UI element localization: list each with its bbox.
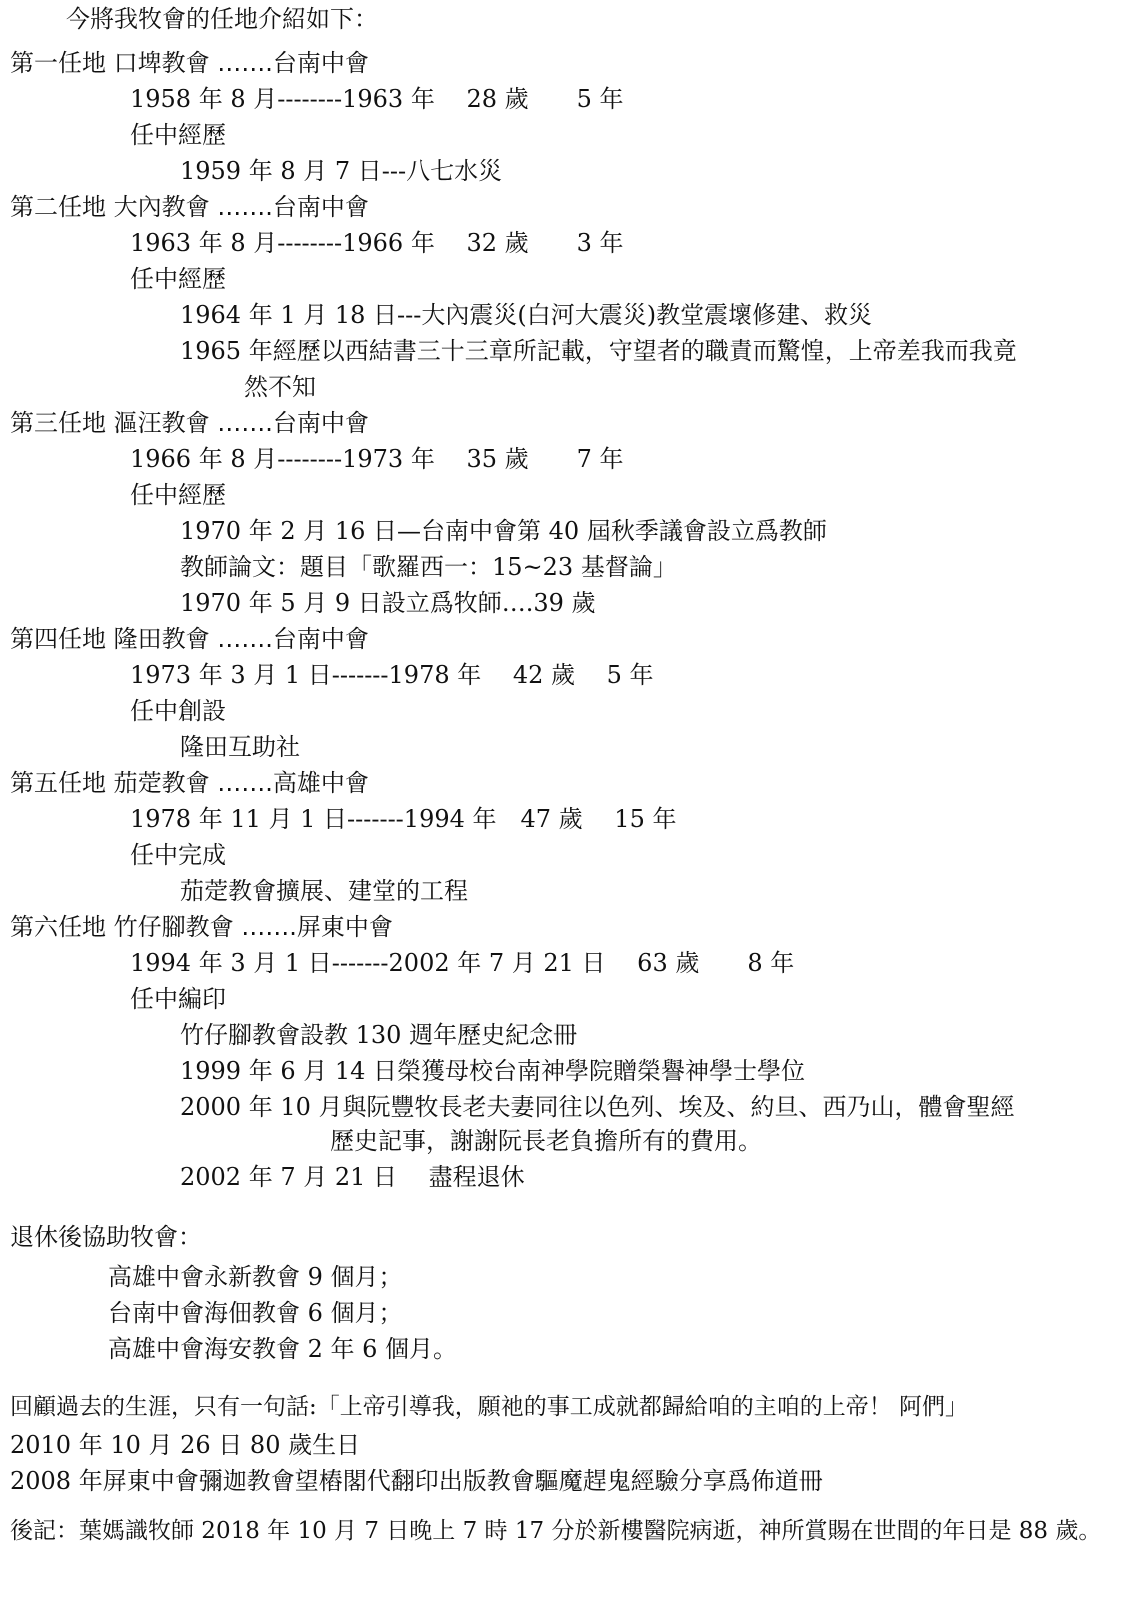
retirement-item: 高雄中會永新教會 9 個月； [108, 1263, 403, 1291]
posting-5-period: 1978 年 11 月 1 日-------1994 年 47 歲 15 年 [130, 805, 677, 833]
posting-2-heading: 第二任地 大內教會 …….台南中會 [10, 193, 369, 221]
posting-6-event-continued: 歷史記事，謝謝阮長老負擔所有的費用。 [330, 1127, 762, 1155]
posting-6-event: 2000 年 10 月與阮豐牧長老夫妻同往以色列、埃及、約旦、西乃山，體會聖經 [180, 1093, 1015, 1121]
posting-2-event: 1965 年經歷以西結書三十三章所記載，守望者的職責而驚惶，上帝差我而我竟 [180, 337, 1017, 365]
posting-2-section-title: 任中經歷 [130, 265, 226, 293]
birthday-note: 2010 年 10 月 26 日 80 歲生日 [10, 1431, 361, 1459]
intro-text: 今將我牧會的任地介紹如下： [66, 5, 378, 33]
posting-3-event: 1970 年 5 月 9 日設立爲牧師….39 歲 [180, 589, 596, 617]
posting-1-period: 1958 年 8 月--------1963 年 28 歲 5 年 [130, 85, 624, 113]
closing-quote: 回顧過去的生涯，只有一句話:「上帝引導我，願祂的事工成就都歸給咱的主咱的上帝！ 阿們」 [10, 1394, 969, 1420]
posting-3-heading: 第三任地 漚汪教會 …….台南中會 [10, 409, 369, 437]
posting-1-event: 1959 年 8 月 7 日---八七水災 [180, 157, 503, 185]
posting-5-event: 茄萣教會擴展、建堂的工程 [180, 877, 468, 905]
posting-5-section-title: 任中完成 [130, 841, 226, 869]
posting-6-event: 竹仔腳教會設教 130 週年歷史紀念冊 [180, 1021, 578, 1049]
posting-1-heading: 第一任地 口埤教會 …….台南中會 [10, 49, 369, 77]
posting-4-heading: 第四任地 隆田教會 …….台南中會 [10, 625, 369, 653]
posting-2-event: 1964 年 1 月 18 日---大內震災(白河大震災)教堂震壞修建、救災 [180, 301, 873, 329]
posting-4-section-title: 任中創設 [130, 697, 226, 725]
posting-6-section-title: 任中編印 [130, 985, 226, 1013]
posting-6-event: 2002 年 7 月 21 日 盡程退休 [180, 1163, 525, 1191]
retirement-item: 高雄中會海安教會 2 年 6 個月。 [108, 1335, 458, 1363]
posting-6-event: 1999 年 6 月 14 日榮獲母校台南神學院贈榮譽神學士學位 [180, 1057, 806, 1085]
retirement-item: 台南中會海佃教會 6 個月； [108, 1299, 403, 1327]
posting-2-period: 1963 年 8 月--------1966 年 32 歲 3 年 [130, 229, 624, 257]
retirement-title: 退休後協助牧會： [10, 1223, 202, 1251]
posting-1-section-title: 任中經歷 [130, 121, 226, 149]
posting-4-event: 隆田互助社 [180, 733, 300, 761]
posting-3-section-title: 任中經歷 [130, 481, 226, 509]
posting-3-event: 教師論文：題目「歌羅西一：15~23 基督論」 [180, 553, 677, 581]
posting-4-period: 1973 年 3 月 1 日-------1978 年 42 歲 5 年 [130, 661, 654, 689]
posting-6-period: 1994 年 3 月 1 日-------2002 年 7 月 21 日 63 歲 8 年 [130, 949, 795, 977]
posting-2-event-continued: 然不知 [244, 373, 316, 401]
postscript: 後記：葉媽識牧師 2018 年 10 月 7 日晚上 7 時 17 分於新樓醫院病逝，神所賞賜在世間的年日是 88 歲。 [10, 1518, 1102, 1544]
posting-3-period: 1966 年 8 月--------1973 年 35 歲 7 年 [130, 445, 624, 473]
publication-note: 2008 年屏東中會彌迦教會望樁閣代翻印出版教會驅魔趕鬼經驗分享爲佈道冊 [10, 1467, 823, 1495]
posting-5-heading: 第五任地 茄萣教會 …….高雄中會 [10, 769, 369, 797]
posting-6-heading: 第六任地 竹仔腳教會 …….屏東中會 [10, 913, 393, 941]
posting-3-event: 1970 年 2 月 16 日—台南中會第 40 屆秋季議會設立爲教師 [180, 517, 827, 545]
